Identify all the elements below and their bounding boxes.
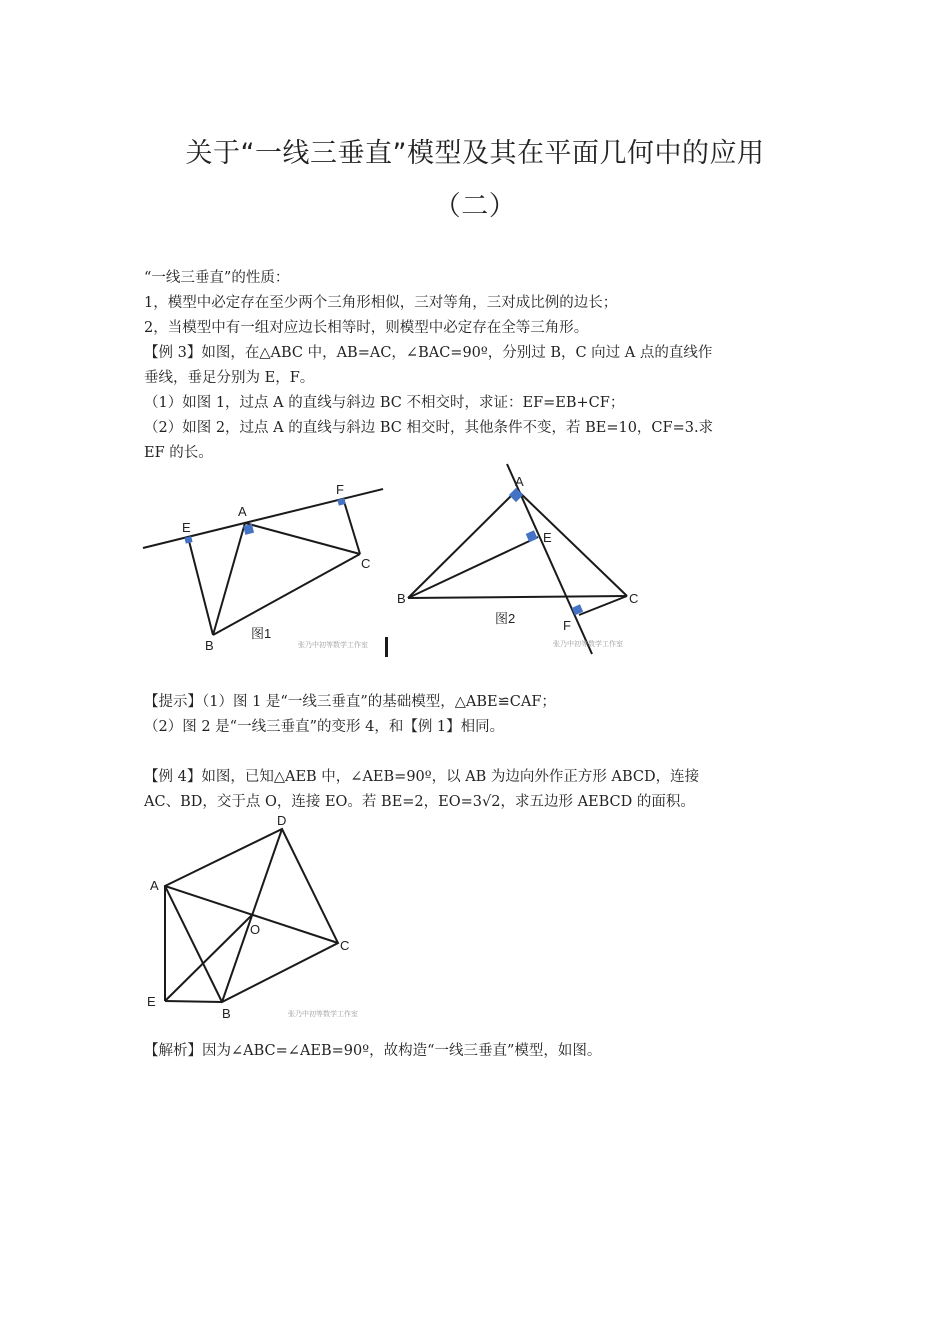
example3-question-2-cont: EF 的长。	[144, 445, 213, 461]
figure-2-watermark: 张乃中初等数学工作室	[553, 641, 623, 648]
label-b: B	[205, 638, 214, 653]
figure-3-watermark: 张乃中初等数学工作室	[288, 1011, 358, 1018]
segment-be	[188, 537, 213, 635]
segment-cf	[343, 498, 360, 554]
segment-bc	[408, 596, 627, 598]
segment-ac	[245, 523, 360, 554]
label-c: C	[361, 556, 371, 571]
figure-3	[140, 808, 385, 1023]
segment-ac	[517, 490, 627, 596]
example4-statement-cont: AC、BD，交于点 O，连接 EO。若 BE=2，EO=3√2，求五边形 AEBCD 的面积。	[144, 794, 695, 810]
text-cursor-mark	[385, 637, 388, 657]
example3-question-1: （1）如图 1，过点 A 的直线与斜边 BC 不相交时，求证：EF=EB+CF；	[144, 395, 625, 411]
example3-statement: 【例 3】如图，在△ABC 中，AB=AC，∠BAC=90º，分别过 B，C 向过 A 点的直线作	[144, 345, 713, 361]
example4-statement: 【例 4】如图，已知△AEB 中，∠AEB=90º，以 AB 为边向外作正方形 ABCD，连接	[144, 769, 700, 785]
line-through-a	[143, 489, 383, 548]
label-a: A	[238, 504, 247, 519]
label-f: F	[563, 618, 571, 633]
hint-line-2: （2）图 2 是“一线三垂直”的变形 4，和【例 1】相同。	[144, 719, 505, 735]
figure-2-caption: 图2	[495, 611, 516, 626]
segment-ab	[408, 490, 517, 598]
right-angle-marker-e	[526, 530, 538, 542]
segment-cf	[579, 596, 627, 615]
segment-bc	[213, 554, 360, 635]
figure-1-watermark: 张乃中初等数学工作室	[298, 642, 368, 649]
property-item-2: 2，当模型中有一组对应边长相等时，则模型中必定存在全等三角形。	[144, 320, 589, 336]
right-angle-marker-a	[509, 488, 523, 502]
label-e: E	[182, 520, 191, 535]
segment-eo	[165, 915, 252, 1001]
label-a: A	[515, 474, 524, 489]
label-c: C	[340, 938, 350, 953]
segment-be	[408, 537, 538, 598]
hint-line-1: 【提示】（1）图 1 是“一线三垂直”的基础模型，△ABE≌CAF；	[144, 694, 556, 710]
label-e: E	[543, 530, 552, 545]
label-b: B	[397, 591, 406, 606]
segment-eb	[165, 1001, 222, 1002]
label-a: A	[150, 878, 159, 893]
label-f: F	[336, 482, 344, 497]
figure-1-caption: 图1	[251, 626, 272, 641]
document-subtitle: （二）	[433, 191, 517, 222]
label-d: D	[277, 813, 287, 828]
figure-1	[140, 475, 390, 660]
figure-2	[395, 462, 650, 657]
example3-question-2: （2）如图 2，过点 A 的直线与斜边 BC 相交时，其他条件不变，若 BE=10，CF=3.求	[144, 420, 714, 436]
document-title: 关于“一线三垂直”模型及其在平面几何中的应用	[185, 138, 765, 169]
label-b: B	[222, 1006, 231, 1021]
label-o: O	[250, 922, 261, 937]
label-e: E	[147, 994, 156, 1009]
label-c: C	[629, 591, 639, 606]
example3-statement-cont: 垂线，垂足分别为 E，F。	[144, 370, 315, 386]
segment-ab	[213, 523, 245, 635]
property-item-1: 1，模型中必定存在至少两个三角形相似，三对等角，三对成比例的边长；	[144, 295, 618, 311]
solution-line-1: 【解析】因为∠ABC=∠AEB=90º，故构造“一线三垂直”模型，如图。	[144, 1043, 602, 1059]
properties-heading: “一线三垂直”的性质：	[144, 270, 290, 286]
